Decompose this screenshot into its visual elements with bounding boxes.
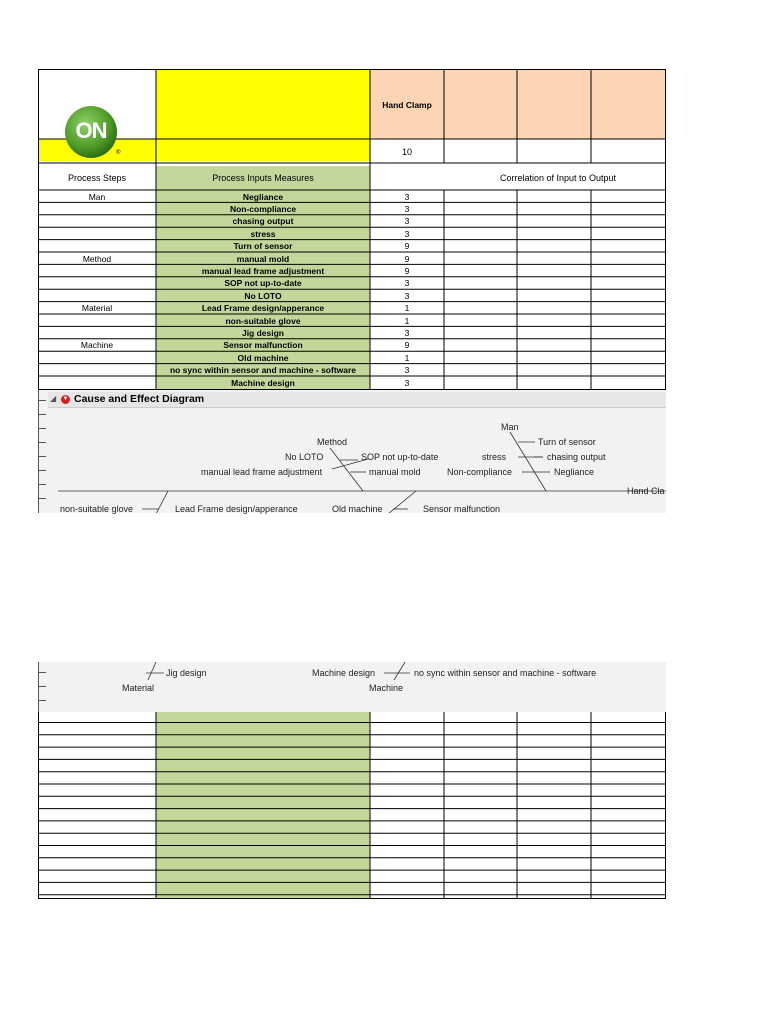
correlation-score-cell: 9: [404, 340, 410, 351]
top-sheet: [38, 69, 666, 390]
correlation-score-cell: 9: [404, 241, 410, 252]
label-manual-mold: manual mold: [369, 467, 421, 477]
output-rating: 10: [401, 147, 412, 157]
correlation-score-cell: 1: [404, 315, 410, 326]
process-input-cell: Negliance: [242, 191, 284, 202]
process-input-cell: Jig design: [241, 327, 285, 338]
label-manual-lead: manual lead frame adjustment: [201, 467, 323, 477]
label-no-sync: no sync within sensor and machine - software: [414, 668, 597, 678]
label-turn-of-sensor: Turn of sensor: [538, 437, 596, 447]
label-chasing-output: chasing output: [547, 452, 606, 462]
red-triangle-menu-icon[interactable]: ▼: [62, 396, 69, 402]
logo-registered-mark: ®: [116, 150, 121, 156]
process-input-cell: non-suitable glove: [225, 315, 301, 326]
correlation-score-cell: 9: [404, 253, 410, 264]
correlation-header: Correlation of Input to Output: [499, 173, 617, 183]
process-input-cell: Sensor malfunction: [223, 340, 303, 351]
correlation-score-cell: 9: [404, 265, 410, 276]
process-input-cell: manual lead frame adjustment: [201, 265, 325, 276]
label-negliance: Negliance: [554, 467, 595, 477]
process-input-cell: No LOTO: [244, 290, 282, 301]
process-input-cell: no sync within sensor and machine - software: [169, 365, 357, 376]
correlation-score-cell: 3: [404, 191, 410, 202]
correlation-score-cell: 3: [404, 290, 410, 301]
process-input-cell: Machine design: [231, 377, 295, 388]
process-input-cell: Lead Frame design/apperance: [201, 303, 325, 314]
process-input-cell: chasing output: [232, 216, 294, 227]
logo-text: ON: [75, 118, 107, 143]
cause-effect-panel-top: [38, 390, 666, 513]
process-steps-header: Process Steps: [67, 173, 127, 183]
label-machine: Machine: [369, 683, 404, 693]
bottom-table-grid: [38, 712, 666, 899]
process-step-cell: Material: [81, 303, 113, 314]
process-inputs-header: Process Inputs Measures: [212, 173, 314, 183]
correlation-score-cell: 3: [404, 365, 410, 376]
label-sensor-malfunction: Sensor malfunction: [423, 504, 501, 514]
correlation-score-cell: 3: [404, 278, 410, 289]
label-material: Material: [122, 683, 155, 693]
process-input-cell: SOP not up-to-date: [224, 278, 302, 289]
output-header-hand-clamp: Hand Clamp: [382, 100, 432, 110]
process-input-cell: Turn of sensor: [233, 241, 293, 252]
label-non-suitable-glove: non-suitable glove: [60, 504, 134, 514]
diagram-title: Cause and Effect Diagram: [74, 393, 205, 405]
process-step-cell: Man: [88, 191, 106, 202]
on-logo: [64, 105, 121, 159]
label-effect: Hand Cla: [627, 486, 665, 496]
correlation-score-cell: 3: [404, 216, 410, 227]
correlation-score-cell: 3: [404, 203, 410, 214]
label-no-loto: No LOTO: [285, 452, 324, 462]
label-sop: SOP not up-to-date: [361, 452, 439, 462]
label-man: Man: [501, 422, 519, 432]
process-input-cell: Non-compliance: [229, 203, 297, 214]
cause-effect-panel-bottom: [38, 662, 666, 712]
correlation-score-cell: 1: [404, 303, 410, 314]
label-stress: stress: [482, 452, 507, 462]
process-input-cell: stress: [250, 228, 276, 239]
process-step-cell: Method: [82, 253, 112, 264]
correlation-score-cell: 3: [404, 377, 410, 388]
label-old-machine: Old machine: [332, 504, 383, 514]
correlation-score-cell: 3: [404, 228, 410, 239]
process-input-cell: Old machine: [237, 352, 289, 363]
label-non-compliance: Non-compliance: [447, 467, 513, 477]
label-method: Method: [317, 437, 348, 447]
bottom-empty-table: [38, 712, 666, 899]
process-step-cell: Machine: [80, 340, 114, 351]
correlation-score-cell: 1: [404, 352, 410, 363]
label-machine-design: Machine design: [312, 668, 376, 678]
correlation-score-cell: 3: [404, 327, 410, 338]
collapse-icon[interactable]: ◢: [50, 394, 57, 403]
label-lead-frame: Lead Frame design/apperance: [175, 504, 298, 514]
process-input-cell: manual mold: [236, 253, 290, 264]
label-jig-design: Jig design: [166, 668, 207, 678]
